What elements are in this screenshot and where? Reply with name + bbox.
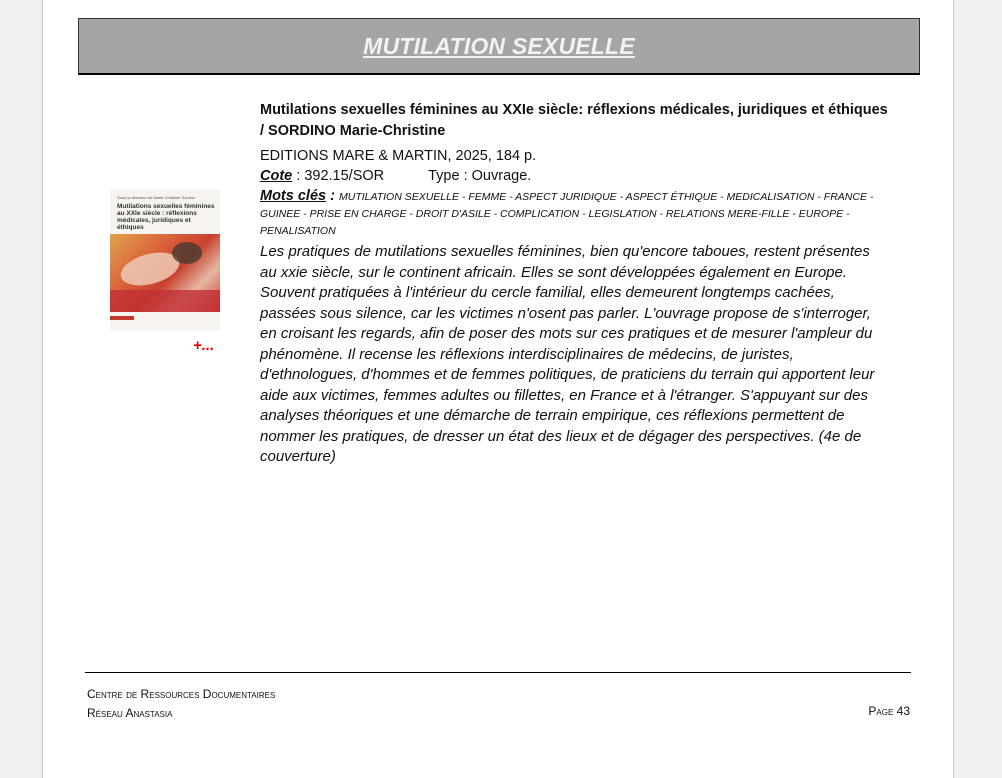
section-header bbox=[78, 18, 920, 75]
cover-title: Mutilations sexuelles féminines au XXIe siècle : réflexions médicales, juridiques et éthiques bbox=[117, 203, 215, 231]
footer-org-line2: Réseau Anastasia bbox=[87, 706, 173, 720]
keywords-separator: : bbox=[326, 188, 339, 204]
footer-org-line1: Centre de Ressources Documentaires bbox=[87, 687, 276, 701]
cote-label: Cote bbox=[260, 168, 293, 184]
cote-line bbox=[260, 166, 890, 186]
cover-publisher-bar bbox=[110, 316, 134, 320]
book-cover-image[interactable] bbox=[110, 190, 220, 330]
footer-divider bbox=[85, 672, 911, 673]
footer-organization bbox=[87, 685, 275, 723]
keywords-label: Mots clés bbox=[260, 188, 327, 204]
section-title: MUTILATION SEXUELLE bbox=[363, 32, 635, 59]
cover-author-line: Sous la direction de Marie-Christine Sordino bbox=[117, 195, 196, 200]
document-page bbox=[42, 0, 954, 778]
record-content bbox=[260, 100, 890, 468]
keywords-line bbox=[260, 188, 890, 239]
book-title: Mutilations sexuelles féminines au XXIe siècle: réflexions médicales, juridiques et éthiques / SORDINO Marie-Christine bbox=[260, 102, 888, 139]
page-number: Page 43 bbox=[868, 704, 910, 718]
type-value: Type : Ouvrage. bbox=[428, 168, 532, 184]
cover-artwork bbox=[110, 234, 220, 312]
publisher-line: EDITIONS MARE & MARTIN, 2025, 184 p. bbox=[260, 148, 537, 164]
keywords-values: MUTILATION SEXUELLE - FEMME - ASPECT JURIDIQUE - ASPECT ÉTHIQUE - MEDICALISATION - FRANCE - GUINEE - PRISE EN CHARGE - DROIT D'ASILE - COMPLICATION - LEGISLATION - RELATIONS MERE-FILLE - EUROPE - PENALISATION bbox=[260, 191, 874, 237]
more-link[interactable]: +... bbox=[193, 337, 215, 354]
cover-text bbox=[117, 195, 215, 231]
summary-text: Les pratiques de mutilations sexuelles féminines, bien qu'encore taboues, restent présentes au xxie siècle, sur le continent africain. Elles se sont développées également en Europe. Souvent pratiquées à l'intérieur du cercle familial, elles demeurent longtemps cachées, passées sous silence, car les victimes n'osent pas parler. L'ouvrage propose de s'interroger, en croisant les regards, afin de poser des mots sur ces pratiques et de mesurer l'ampleur du phénomène. Il recense les réflexions interdisciplinaires de médecins, de juristes, d'ethnologues, d'hommes et de femmes politiques, de praticiens du terrain qui apportent leur aide aux victimes, femmes adultes ou fillettes, en France et à l'étranger. S'appuyant sur des analyses théoriques et une démarche de terrain empirique, ces réflexions permettent de nommer les pratiques, de dresser un état des lieux et de dégager des perspectives. (4e de couverture) bbox=[260, 243, 875, 465]
cote-value: : 392.15/SOR bbox=[292, 168, 385, 184]
